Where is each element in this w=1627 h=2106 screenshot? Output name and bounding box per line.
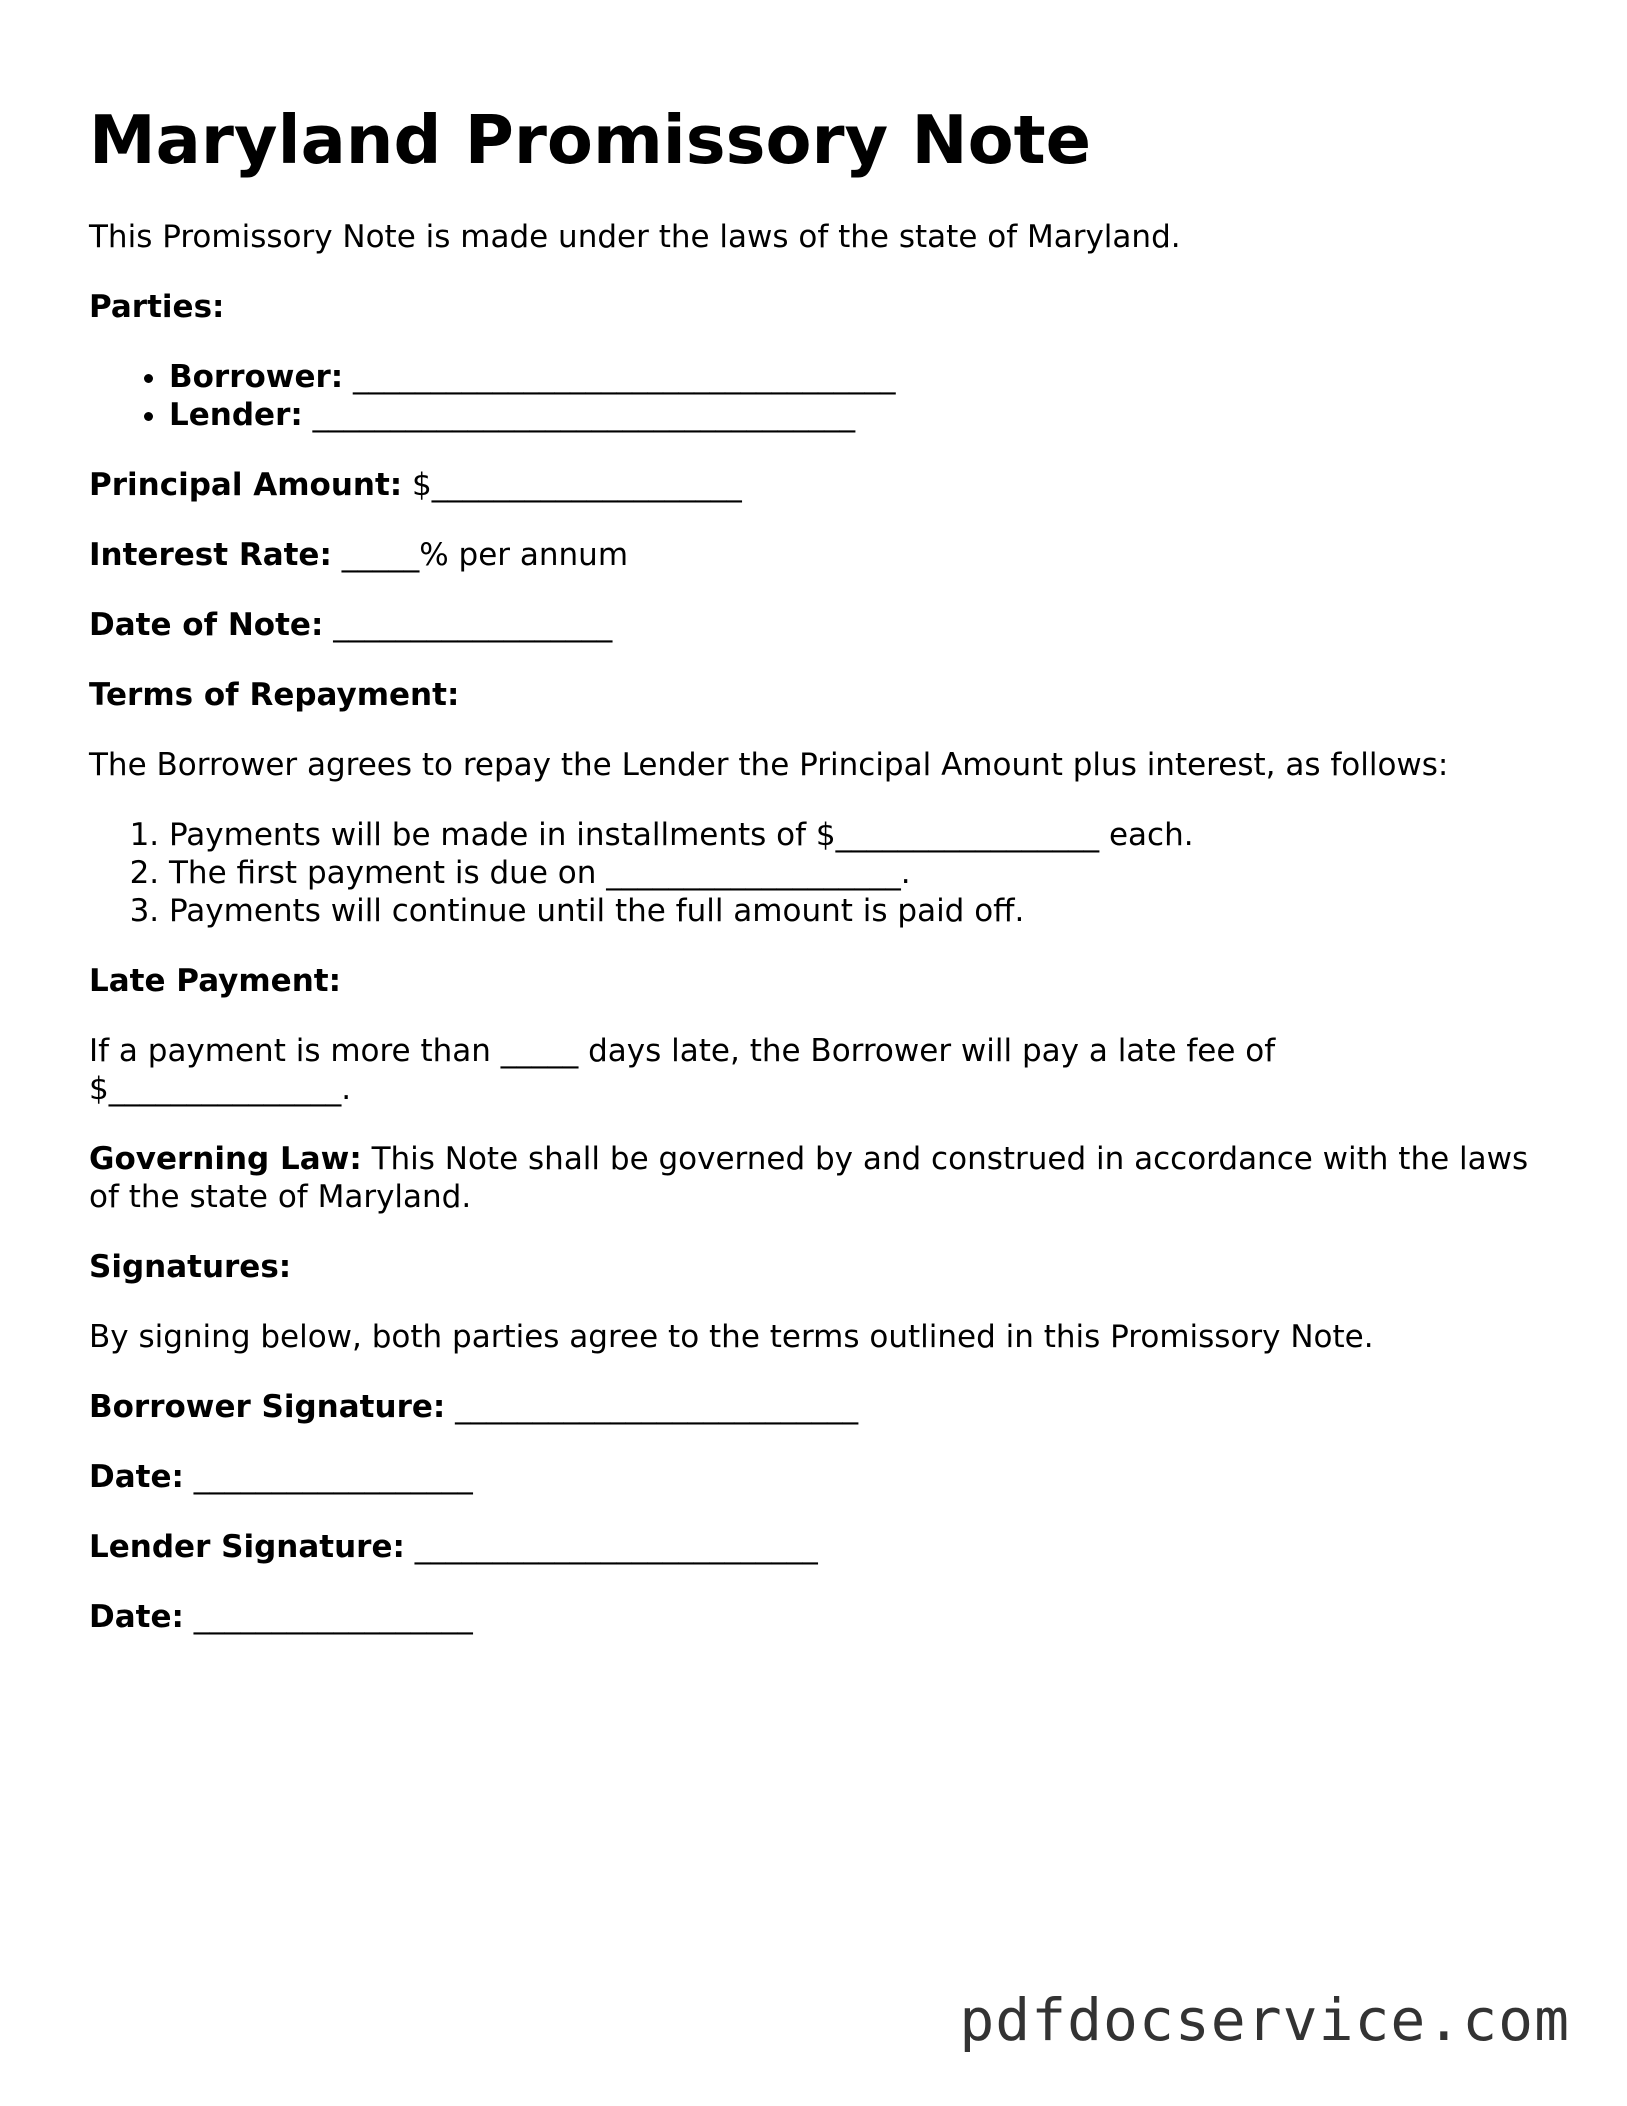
list-item: 2. The first payment is due on ___________________. xyxy=(169,854,1539,892)
borrower-date-line xyxy=(89,1458,1539,1496)
lender-signature-line xyxy=(89,1528,1539,1566)
signatures-heading xyxy=(89,1248,1539,1286)
document-page xyxy=(89,100,1539,1668)
lender-blank: ___________________________________ xyxy=(312,397,856,433)
late-payment-heading-text: Late Payment: xyxy=(89,963,341,999)
date-of-note-value: __________________ xyxy=(333,607,613,643)
borrower-signature-label: Borrower Signature: xyxy=(89,1389,446,1425)
parties-heading-text: Parties: xyxy=(89,289,225,325)
list-item-borrower xyxy=(169,358,1539,396)
date-of-note-line xyxy=(89,606,1539,644)
governing-law-label: Governing Law: xyxy=(89,1141,362,1177)
list-item: 3. Payments will continue until the full amount is paid off. xyxy=(169,892,1539,930)
lender-date-blank: __________________ xyxy=(193,1599,473,1635)
list-item: 1. Payments will be made in installments of $_________________ each. xyxy=(169,816,1539,854)
borrower-signature-line xyxy=(89,1388,1539,1426)
intro-paragraph: This Promissory Note is made under the laws of the state of Maryland. xyxy=(89,219,1181,255)
terms-list xyxy=(89,816,1539,930)
late-payment-text: If a payment is more than _____ days late, the Borrower will pay a late fee of $_______________. xyxy=(89,1033,1276,1107)
parties-list xyxy=(89,358,1539,434)
lender-date-label: Date: xyxy=(89,1599,184,1635)
terms-heading-text: Terms of Repayment: xyxy=(89,677,460,713)
parties-heading xyxy=(89,288,1539,326)
terms-heading xyxy=(89,676,1539,714)
signatures-heading-text: Signatures: xyxy=(89,1249,292,1285)
lender-label: Lender: xyxy=(169,397,303,433)
principal-label: Principal Amount: xyxy=(89,467,403,503)
signatures-intro: By signing below, both parties agree to the terms outlined in this Promissory Note. xyxy=(89,1319,1374,1355)
principal-value: $____________________ xyxy=(412,467,742,503)
date-of-note-label: Date of Note: xyxy=(89,607,324,643)
borrower-blank: ___________________________________ xyxy=(353,359,896,395)
governing-law-text: This Note shall be governed by and construed in accordance with the laws of the state of Maryland. xyxy=(89,1141,1529,1215)
lender-signature-blank: __________________________ xyxy=(414,1529,818,1565)
late-payment-heading xyxy=(89,962,1539,1000)
borrower-signature-blank: __________________________ xyxy=(455,1389,859,1425)
interest-label: Interest Rate: xyxy=(89,537,332,573)
borrower-date-label: Date: xyxy=(89,1459,184,1495)
principal-line xyxy=(89,466,1539,504)
list-item-lender xyxy=(169,396,1539,434)
governing-law-paragraph xyxy=(89,1140,1539,1216)
interest-line xyxy=(89,536,1539,574)
terms-intro: The Borrower agrees to repay the Lender the Principal Amount plus interest, as follows: xyxy=(89,747,1449,783)
interest-value: _____% per annum xyxy=(341,537,629,573)
borrower-date-blank: __________________ xyxy=(193,1459,473,1495)
document-title: Maryland Promissory Note xyxy=(89,101,1092,179)
lender-signature-label: Lender Signature: xyxy=(89,1529,405,1565)
lender-date-line xyxy=(89,1598,1539,1636)
watermark: pdfdocservice.com xyxy=(959,1986,1570,2054)
borrower-label: Borrower: xyxy=(169,359,344,395)
